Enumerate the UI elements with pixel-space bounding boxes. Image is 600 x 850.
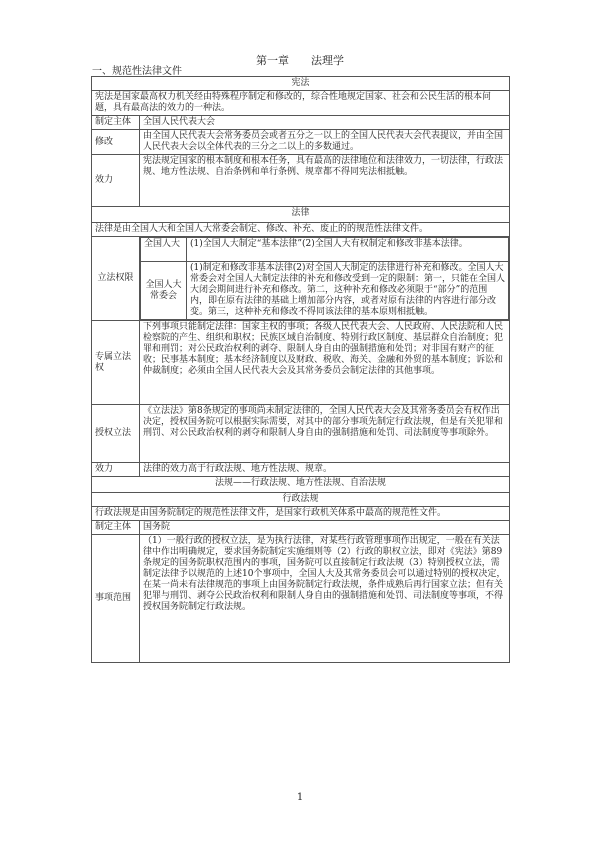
table-row — [92, 130, 510, 155]
table-row — [92, 535, 510, 663]
row-text: 国务院 — [140, 521, 510, 535]
row-label: 制定主体 — [92, 116, 140, 130]
legal-documents-table — [91, 76, 510, 663]
law-title-row — [92, 207, 510, 223]
row-label: 授权立法 — [92, 405, 140, 463]
table-row — [141, 262, 509, 320]
chapter-title: 第一章 法理学 — [256, 54, 344, 67]
admin-regulations-title: 行政法规 — [92, 493, 510, 507]
law-definition-row — [92, 223, 510, 237]
sub-label: 全国人大 — [141, 238, 187, 262]
table-row — [92, 521, 510, 535]
row-text: 下列事项只能制定法律：国家主权的事项；各级人民代表大会、人民政府、人民法院和人民检察院的产生、组织和职权；民族区域自治制度、特别行政区制度、基层群众自治制度；犯罪和刑罚；对公民政治权利的剥夺、限制人身自由的强制措施和处罚；对非国有财产的征收；民事基本制度；基本经济制度以及财政、税收、海关、金融和外贸的基本制度；诉讼和仲裁制度；必须由全国人民代表大会及其常务委员会制定法律的其他事项。 — [140, 321, 510, 405]
row-label: 效力 — [92, 155, 140, 207]
table-row — [92, 116, 510, 130]
row-label: 修改 — [92, 130, 140, 155]
table-row — [92, 155, 510, 207]
admin-regulations-title-row — [92, 493, 510, 507]
row-text: 《立法法》第8条规定的事项尚未制定法律的，全国人民代表大会及其常务委员会有权作出决定，授权国务院可以根据实际需要，对其中的部分事项先制定行政法规，但是有关犯罪和刑罚、对公民政治权利的剥夺和限制人身自由的强制措施和处罚、司法制度等事项除外。 — [140, 405, 510, 463]
table-row — [141, 238, 509, 262]
row-label: 事项范围 — [92, 535, 140, 663]
admin-regulations-definition: 行政法规是由国务院制定的规范性法律文件，是国家行政机关体系中最高的规范性文件。 — [92, 507, 510, 521]
row-text: 宪法规定国家的根本制度和根本任务，具有最高的法律地位和法律效力，一切法律，行政法规、地方性法规、自治条例和单行条例、规章都不得同宪法相抵触。 — [140, 155, 510, 207]
admin-regulations-definition-row — [92, 507, 510, 521]
regulations-section-title: 法规——行政法规、地方性法规、自治法规 — [92, 477, 510, 493]
regulations-section-row — [92, 477, 510, 493]
table-row — [92, 321, 510, 405]
row-text: 全国人民代表大会 — [140, 116, 510, 130]
constitution-title-row — [92, 77, 510, 91]
table-row — [92, 463, 510, 477]
row-label: 专属立法权 — [92, 321, 140, 405]
constitution-title: 宪法 — [92, 77, 510, 91]
sub-text: (1)全国人大制定“基本法律”(2)全国人大有权制定和修改非基本法律。 — [187, 238, 509, 262]
table-row — [92, 405, 510, 463]
sub-text: (1)制定和修改非基本法律(2)对全国人大制定的法律进行补充和修改。全国人大常委会对全国人大制定法律的补充和修改受到一定的限制：第一，只能在全国人大闭会期间进行补充和修改。第二，这种补充和修改必须限于“部分”的范围内，即在原有法律的基础上增加部分内容，或者对原有法律的内容进行部分改变。第三，这种补充和修改不得同该法律的基本原则相抵触。 — [187, 262, 509, 320]
law-title: 法律 — [92, 207, 510, 223]
page-number: 1 — [296, 792, 304, 803]
law-definition: 法律是由全国人大和全国人大常委会制定、修改、补充、废止的的规范性法律文件。 — [92, 223, 510, 237]
row-text: 由全国人民代表大会常务委员会或者五分之一以上的全国人民代表大会代表提议，并由全国人民代表大会以全体代表的三分之二以上的多数通过。 — [140, 130, 510, 155]
row-text: 法律的效力高于行政法规、地方性法规、规章。 — [140, 463, 510, 477]
section-title: 一、规范性法律文件 — [92, 66, 182, 77]
sub-label: 全国人大常委会 — [141, 262, 187, 320]
constitution-definition-row — [92, 91, 510, 116]
row-text: （1）一般行政的授权立法，是为执行法律，对某些行政管理事项作出规定，一般在有关法律中作出明确规定，要求国务院制定实施细则等（2）行政的职权立法，即对《宪法》第89条规定的国务院职权范围内的事项，国务院可以直接制定行政法规（3）特别授权立法，需制定法律予以规范的上述10个事项中，全国人大及其常务委员会可以通过特别的授权决定，在某一尚未有法律规范的事项上由国务院制定行政法规，条件成熟后再行国家立法；但有关犯罪与刑罚、剥夺公民政治权利和限制人身自由的强制措施和处罚、司法制度等事项，不得授权国务院制定行政法规。 — [140, 535, 510, 663]
constitution-definition: 宪法是国家最高权力机关经由特殊程序制定和修改的，综合性地规定国家、社会和公民生活的根本问题，具有最高法的效力的一种法。 — [92, 91, 510, 116]
row-label: 效力 — [92, 463, 140, 477]
legislative-power-subtable — [140, 237, 509, 320]
row-label: 制定主体 — [92, 521, 140, 535]
legislative-power-label: 立法权限 — [92, 237, 140, 321]
legislative-power-row — [92, 237, 510, 321]
